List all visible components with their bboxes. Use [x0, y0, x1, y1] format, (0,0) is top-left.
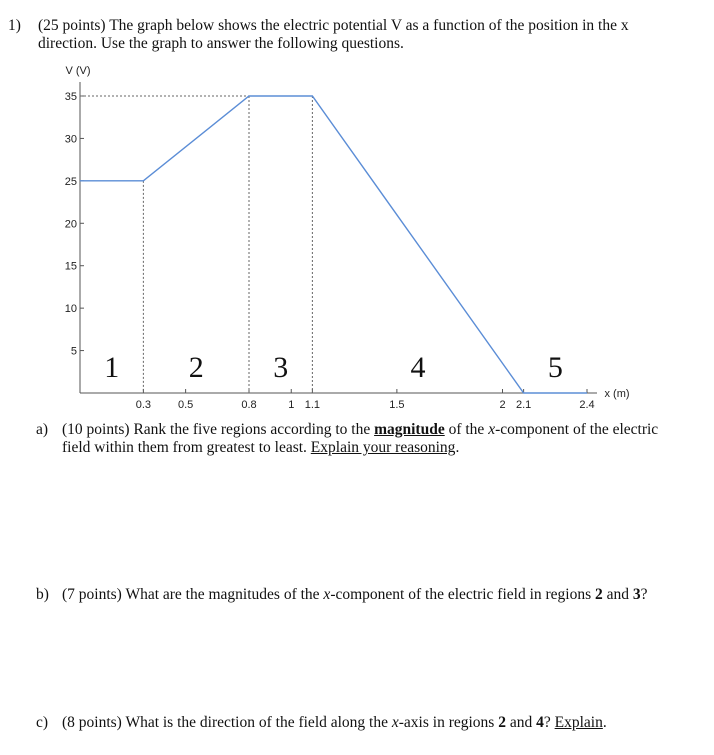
- problem-number: 1): [8, 17, 21, 34]
- x-tick-label: 2.1: [515, 399, 532, 411]
- y-tick-label: 10: [64, 303, 77, 316]
- question-c-end: .: [602, 714, 607, 731]
- x-variable: x: [488, 421, 496, 438]
- y-tick-label: 20: [64, 218, 77, 231]
- question-a-text-4: field within them from greatest to least.: [62, 439, 307, 456]
- x-tick-label: 1.1: [304, 399, 321, 411]
- question-b-line: [62, 586, 648, 603]
- question-b-text-1: (7 points) What are the magnitudes of the: [62, 586, 320, 603]
- question-b-label: b): [36, 586, 49, 603]
- region-4-ref: 4: [536, 714, 544, 731]
- question-c-label: c): [36, 714, 49, 731]
- y-tick-label: 35: [64, 91, 77, 103]
- region-2-ref: 2: [595, 586, 603, 603]
- question-c-line: [62, 714, 607, 731]
- question-a-period: .: [455, 439, 460, 456]
- explain-emphasis: Explain: [554, 714, 603, 731]
- question-a-line2: [62, 439, 459, 456]
- region-label-2: 2: [188, 351, 204, 384]
- x-tick-label: 1.5: [389, 399, 405, 411]
- region-label-1: 1: [104, 351, 120, 384]
- y-tick-label: 25: [64, 175, 77, 188]
- question-b-and: and: [606, 586, 630, 603]
- question-c-q: ?: [543, 714, 551, 731]
- x-tick-label: 2: [499, 399, 506, 411]
- x-tick-label: 1: [288, 399, 295, 411]
- x-tick-label: 0.5: [177, 399, 194, 411]
- y-tick-label: 30: [64, 133, 77, 146]
- problem-statement-line2: direction. Use the graph to answer the following questions.: [38, 35, 404, 52]
- question-b-text-2: -component of the electric field in regions: [330, 586, 592, 603]
- question-b-end: ?: [640, 586, 648, 603]
- question-a-line1: [62, 421, 658, 438]
- y-axis-title: V (V): [65, 65, 91, 77]
- question-c-text-1: (8 points) What is the direction of the field along the: [62, 714, 388, 731]
- problem-statement-line1: (25 points) The graph below shows the electric potential V as a function of the position in the x: [38, 17, 629, 34]
- region-label-3: 3: [273, 351, 289, 384]
- region-label-4: 4: [410, 351, 426, 384]
- explain-reasoning-emphasis: Explain your reasoning: [310, 439, 456, 456]
- x-tick-label: 0.3: [135, 399, 152, 411]
- x-axis-title: x (m): [604, 388, 630, 400]
- question-c-and: and: [509, 714, 533, 731]
- x-variable: x: [391, 714, 399, 731]
- region-label-5: 5: [547, 351, 563, 384]
- y-tick-label: 15: [64, 260, 77, 273]
- region-3-ref: 3: [632, 586, 641, 603]
- question-a-text-3: -component of the electric: [495, 421, 659, 438]
- x-tick-label: 0.8: [241, 399, 257, 411]
- question-c-text-2: -axis in regions: [398, 714, 495, 731]
- x-tick-label: 2.4: [579, 399, 595, 411]
- question-a-text-1: (10 points) Rank the five regions according to the: [62, 421, 371, 438]
- region-2-ref: 2: [498, 714, 506, 731]
- y-tick-label: 5: [70, 345, 77, 358]
- question-a-text-2: of the: [448, 421, 485, 438]
- potential-series-line: [80, 96, 587, 393]
- magnitude-emphasis: magnitude: [374, 421, 445, 438]
- x-variable: x: [323, 586, 331, 603]
- question-a-label: a): [36, 421, 49, 438]
